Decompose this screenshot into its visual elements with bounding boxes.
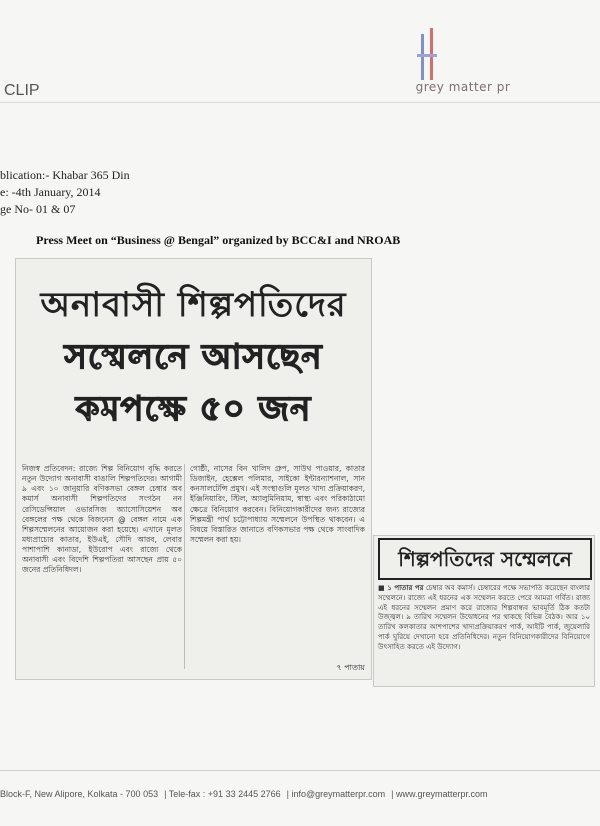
side-article-text: চেম্বার অব কমার্স। চেম্বারের পক্ষে সভাপতি করেছেন বাংলার সম্মেলনে। রাজ্যে এই ধরনের এক সম্মেলন করতে পেরে আমরা গর্বিত। রাজ্য এই ধরনের সম্মেলন প্রমাণ করে রাজ্যের শিল্পবান্ধব ভাবমূর্তি ঠিক কতটা উজ্জ্বল। ৯ তারিখ সম্মেলন উদ্বোধনের পর থাকছে বিভিন্ন বৈঠক। আর ১০ তারিখ কলকাতার আশপাশের খাদ্যপ্রক্রিয়াকরণ পার্ক, আইটি পার্ক, জুয়েলারি পার্ক ঘুরিয়ে দেখানো হবে প্রতিনিধিদের। নতুন বিনিয়োগকারীদের বিনিয়োগে উৎসাহিত করতে এই উদ্যোগ।	[378, 584, 590, 651]
column-divider	[184, 464, 185, 669]
footer: Block-F, New Alipore, Kolkata - 700 053 | Tele-fax : +91 33 2445 2766 | info@greymatterpr.com | www.greymatterpr.com	[0, 789, 488, 799]
article-column-right: গোষ্ঠী, নাসের বিন খালিদ গ্রুপ, সাউথ পাওয়ার, কাতার ডিজাইন, হেক্সেল পলিমার, সাইকো ইন্টারন্যাশনাল, সান কনসালটেন্সি প্রমুখ। এই সংস্থাগুলি মূলত খাদ্য প্রক্রিয়াকরণ, ইঞ্জিনিয়ারিং, স্টিল, অ্যালুমিনিয়াম, স্বাস্থ্য এবং পরিকাঠামো ক্ষেত্রে বিনিয়োগ করবেন। বিনিয়োগকারীদের জন্য রাজ্যের শিল্পমন্ত্রী পার্থ চট্টোপাধ্যায় সম্মেলনে উপস্থিত থাকবেন। এ বিষয়ে বিস্তারিত জানাতে বণিকসভার পক্ষ থেকে সাংবাদিক সম্মেলন করা হয়।	[190, 464, 365, 544]
brand-name: grey matter pr	[415, 80, 511, 94]
press-meet-title: Press Meet on “Business @ Bengal” organized by BCC&I and NROAB	[36, 233, 401, 247]
footer-website[interactable]: www.greymatterpr.com	[395, 789, 488, 799]
page-number-line: ge No- 01 & 07	[0, 202, 76, 216]
side-continuation-marker: ■ ১ পাতার পর	[378, 584, 424, 592]
continued-marker: ৭ পাতায়	[336, 663, 365, 672]
side-clipping	[373, 535, 595, 687]
footer-email[interactable]: info@greymatterpr.com	[291, 789, 386, 799]
publication-line: blication:- Khabar 365 Din	[0, 168, 130, 182]
headline-line-3: কমপক্ষে ৫০ জন	[75, 389, 312, 429]
date-line: e: -4th January, 2014	[0, 185, 101, 199]
article-column-left: নিজস্ব প্রতিবেদন: রাজ্যে শিল্প বিনিয়োগ বৃদ্ধি করতে নতুন উদ্যোগ অনাবাসী বাঙালি শিল্পপতিদের। আগামী ৯ এবং ১০ জানুয়ারি বণিকসভা বেঙ্গল চেম্বার অব কমার্স অনাবাসী শিল্পপতিদের সংগঠন নন রেসিডেন্সিয়াল ওভারসিজ অ্যাসোসিয়েশন অব বেঙ্গলের পক্ষ থেকে বিজনেস @ বেঙ্গল নামে এক শিল্পসম্মেলনের আয়োজন করা হয়েছে। এখানে মূলত মধ্যপ্রাচ্যের কাতার, ইউএই, সৌদি আরব, লেবার পাশাপাশি কানাডা, ইউরোপ এবং রাজ্যে থেকে অনাবাসী এবং বিদেশি শিল্পপতিরা আসছেন প্রায় ৫০ জনের প্রতিনিধিদল।	[22, 464, 182, 575]
header-divider	[0, 102, 600, 103]
side-headline: শিল্পপতিদের সম্মেলনে	[378, 538, 592, 580]
headline-line-2: সম্মেলনে আসছেন	[64, 337, 323, 377]
headline-line-1: অনাবাসী শিল্পপতিদের	[40, 285, 347, 325]
newspaper-clipping	[15, 258, 372, 680]
side-article-body	[378, 584, 590, 682]
clip-label: CLIP	[4, 82, 40, 99]
footer-telefax: Tele-fax : +91 33 2445 2766	[168, 789, 281, 799]
footer-address: Block-F, New Alipore, Kolkata - 700 053	[0, 789, 159, 799]
footer-divider	[0, 770, 600, 771]
grey-matter-logo-icon	[405, 22, 505, 82]
